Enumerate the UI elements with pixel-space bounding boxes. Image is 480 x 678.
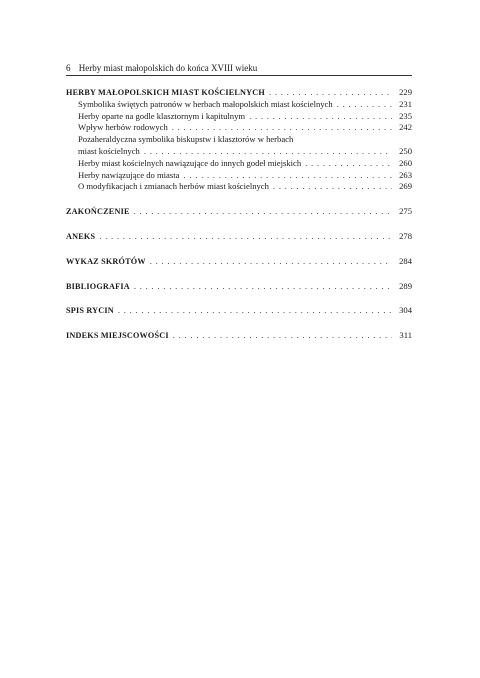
dot-leader [183,170,392,182]
toc-entry-title: miast kościelnych [78,145,140,156]
table-of-contents [66,87,412,342]
toc-entry[interactable] [66,122,412,134]
toc-entry-title: Herby nawiązujące do miasta [78,169,180,180]
dot-leader [99,231,392,243]
toc-chapter-title: WYKAZ SKRÓTÓW [66,256,146,266]
toc-chapter-title: ZAKOŃCZENIE [66,207,130,217]
header-rule [66,75,412,76]
toc-chapter-zakonczenie[interactable] [66,206,412,218]
toc-entry-title: O modyfikacjach i zmianach herbów miast kościelnych [78,181,269,192]
toc-chapter-indeks[interactable] [66,330,412,342]
toc-chapter-title: HERBY MAŁOPOLSKICH MIAST KOŚCIELNYCH [66,88,265,97]
toc-page-number: 229 [399,87,412,97]
toc-entry-line-first[interactable]: Pozaheraldyczna symbolika biskupstw i klasztorów w herbach [78,134,294,145]
dot-leader [273,181,392,193]
dot-leader [337,99,392,111]
toc-page-number: 311 [399,330,412,341]
toc-page-number: 289 [399,280,412,291]
toc-chapter-title: SPIS RYCIN [66,306,114,316]
toc-entry-title: Wpływ herbów rodowych [78,122,168,133]
toc-entry[interactable] [66,99,412,111]
toc-entry[interactable] [66,158,412,170]
dot-leader [144,146,392,158]
toc-entry-title: Symbolika świętych patronów w herbach małopolskich miast kościelnych [78,98,333,109]
toc-page-number: 231 [399,98,412,109]
dot-leader [134,281,392,293]
dot-leader [305,158,392,170]
toc-chapter-wykaz-skrotow[interactable] [66,256,412,268]
page-number: 6 [66,63,71,73]
toc-chapter-herby[interactable] [66,87,412,99]
toc-chapter-bibliografia[interactable] [66,281,412,293]
toc-page-number: 242 [399,122,412,133]
toc-page-number: 263 [399,169,412,180]
toc-chapter-aneks[interactable] [66,231,412,243]
toc-entry-title: Herby miast kościelnych nawiązujące do innych godeł miejskich [78,157,302,168]
toc-entry[interactable] [66,170,412,182]
dot-leader [172,122,392,134]
dot-leader [134,206,392,218]
toc-chapter-title: INDEKS MIEJSCOWOŚCI [66,331,169,341]
toc-entry[interactable] [66,181,412,193]
running-header [66,61,412,75]
toc-page-number: 278 [399,230,412,241]
toc-page-number: 260 [399,157,412,168]
dot-leader [173,330,392,342]
toc-entry[interactable] [66,111,412,123]
toc-page-number: 304 [399,305,412,316]
running-title: Herby miast małopolskich do końca XVIII wieku [78,63,258,73]
toc-page-number: 250 [399,145,412,156]
toc-entry-title: Herby oparte na godle klasztornym i kapitulnym [78,110,246,121]
toc-page-number: 269 [399,181,412,192]
toc-page-number: 284 [399,255,412,266]
dot-leader [150,256,392,268]
toc-chapter-spis-rycin[interactable] [66,305,412,317]
dot-leader [269,87,392,99]
dot-leader [118,305,392,317]
toc-entry[interactable] [66,146,412,158]
toc-page-number: 275 [399,206,412,217]
toc-page-number: 235 [399,110,412,121]
toc-chapter-title: ANEKS [66,231,96,241]
toc-chapter-title: BIBLIOGRAFIA [66,281,130,291]
dot-leader [249,111,392,123]
